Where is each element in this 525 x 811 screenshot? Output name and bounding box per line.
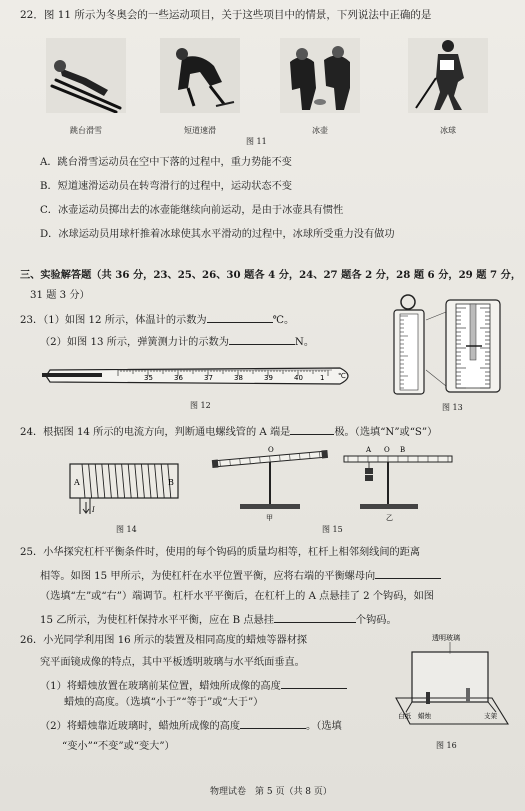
figure-14-label: 图 14 xyxy=(116,525,137,534)
thermo-tick-1: 1 xyxy=(320,374,325,382)
q25-line-4: 15 乙所示，为使杠杆保持水平平衡，应在 B 点悬挂 个钩码。 xyxy=(40,612,397,628)
figure-15-label: 图 15 xyxy=(322,525,343,534)
q26-line-2: 究平面镜成像的特点，其中平板透明玻璃与水平纸面垂直。 xyxy=(40,657,305,668)
point-b-label: B xyxy=(400,446,406,454)
lever-figure-jia xyxy=(210,440,330,524)
q26-line-4: 蜡烛的高度。（选填“小于”“等于”或“大于”） xyxy=(64,697,264,708)
candle-label: 蜡烛 xyxy=(418,712,431,720)
label-yi: 乙 xyxy=(386,514,393,522)
current-label: I xyxy=(92,506,95,514)
answer-blank-spring-scale[interactable] xyxy=(229,334,295,345)
figure-12-label: 图 12 xyxy=(190,401,211,410)
q22-option-d: D．冰球运动员用球杆推着冰球使其水平滑动的过程中，冰球所受重力没有做功 xyxy=(40,229,395,240)
thermo-tick-37: 37 xyxy=(204,374,213,382)
clinical-thermometer-figure xyxy=(40,356,360,396)
figure-16-label: 图 16 xyxy=(436,741,457,750)
q26-line-1: 26．小光同学利用图 16 所示的装置及相同高度的蜡烛等器材探 xyxy=(20,635,308,646)
q26-line-3: （1）将蜡烛放置在玻璃前某位置，蜡烛所成像的高度 xyxy=(40,678,347,694)
thermo-tick-35: 35 xyxy=(144,374,153,382)
label-jia: 甲 xyxy=(266,514,273,522)
section-3-title: 三、实验解答题（共 36 分，23、25、26、30 题各 4 分，24、27 题各 2 分，28 题 6 分，29 题 7 分， xyxy=(20,269,522,281)
q24-line: 24．根据图 14 所示的电流方向，判断通电螺线管的 A 端是 极。（选填“N”或“S”） xyxy=(20,424,437,440)
solenoid-a-label: A xyxy=(74,478,80,487)
caption-speed-skating: 短道速滑 xyxy=(184,126,216,135)
answer-blank-solenoid[interactable] xyxy=(290,424,334,435)
support-label: 支架 xyxy=(484,712,497,720)
plane-mirror-figure xyxy=(392,628,512,738)
answer-blank-image-change[interactable] xyxy=(240,718,306,729)
thermo-tick-39: 39 xyxy=(264,374,273,382)
q25-line-3: （选填“左”或“右”）端调节。杠杆水平平衡后，在杠杆上的 A 点悬挂了 2 个钩码，如图 xyxy=(40,591,434,602)
pivot-o-label-yi: O xyxy=(384,446,390,454)
answer-blank-thermometer[interactable] xyxy=(207,312,273,323)
q22-stem: 22．图 11 所示为冬奥会的一些运动项目，关于这些项目中的情景，下列说法中正确的是 xyxy=(20,9,432,21)
thermo-tick-38: 38 xyxy=(234,374,243,382)
ski-jump-photo xyxy=(46,38,126,113)
answer-blank-nut-direction[interactable] xyxy=(375,568,441,579)
glass-label: 透明玻璃 xyxy=(432,634,460,642)
page-footer: 物理试卷 第 5 页（共 8 页） xyxy=(210,787,332,797)
q23-line-2: （2）如图 13 所示，弹簧测力计的示数为 N。 xyxy=(40,334,314,350)
q22-option-a: A．跳台滑雪运动员在空中下落的过程中，重力势能不变 xyxy=(40,157,292,168)
thermo-unit: ℃ xyxy=(338,372,346,380)
q25-line-1: 25．小华探究杠杆平衡条件时，使用的每个钩码的质量均相等，杠杆上相邻刻线间的距离 xyxy=(20,547,421,558)
section-3-title-cont: 31 题 3 分） xyxy=(30,290,90,301)
point-a-label: A xyxy=(366,446,372,454)
spring-scale-figure xyxy=(386,290,504,396)
figure-13-label: 图 13 xyxy=(442,403,463,412)
q22-option-c: C．冰壶运动员掷出去的冰壶能继续向前运动，是由于冰壶具有惯性 xyxy=(40,205,344,216)
thermo-tick-40: 40 xyxy=(294,374,303,382)
lever-figure-yi xyxy=(338,440,458,524)
paper-label: 白纸 xyxy=(398,712,411,720)
q25-line-2: 相等。如图 15 甲所示，为使杠杆在水平位置平衡，应将右端的平衡螺母向 xyxy=(40,568,441,584)
caption-ski-jump: 跳台滑雪 xyxy=(70,126,102,135)
figure-11-label: 图 11 xyxy=(246,137,267,146)
caption-ice-hockey: 冰球 xyxy=(440,126,456,135)
thermo-tick-36: 36 xyxy=(174,374,183,382)
q22-option-b: B．短道速滑运动员在转弯滑行的过程中，运动状态不变 xyxy=(40,181,292,192)
solenoid-b-label: B xyxy=(168,478,174,487)
answer-blank-hook-count[interactable] xyxy=(274,612,356,623)
q26-line-5: （2）将蜡烛靠近玻璃时，蜡烛所成像的高度 。（选填 xyxy=(40,718,342,734)
caption-curling: 冰壶 xyxy=(312,126,328,135)
answer-blank-image-height[interactable] xyxy=(281,678,347,689)
solenoid-figure xyxy=(60,458,190,518)
curling-photo xyxy=(280,38,360,113)
q26-line-6: “变小”“不变”或“变大”） xyxy=(62,741,175,752)
ice-hockey-photo xyxy=(408,38,488,113)
pivot-o-label-jia: O xyxy=(268,446,274,454)
speed-skating-photo xyxy=(160,38,240,113)
q23-line-1: 23．（1）如图 12 所示，体温计的示数为 ℃。 xyxy=(20,312,294,328)
